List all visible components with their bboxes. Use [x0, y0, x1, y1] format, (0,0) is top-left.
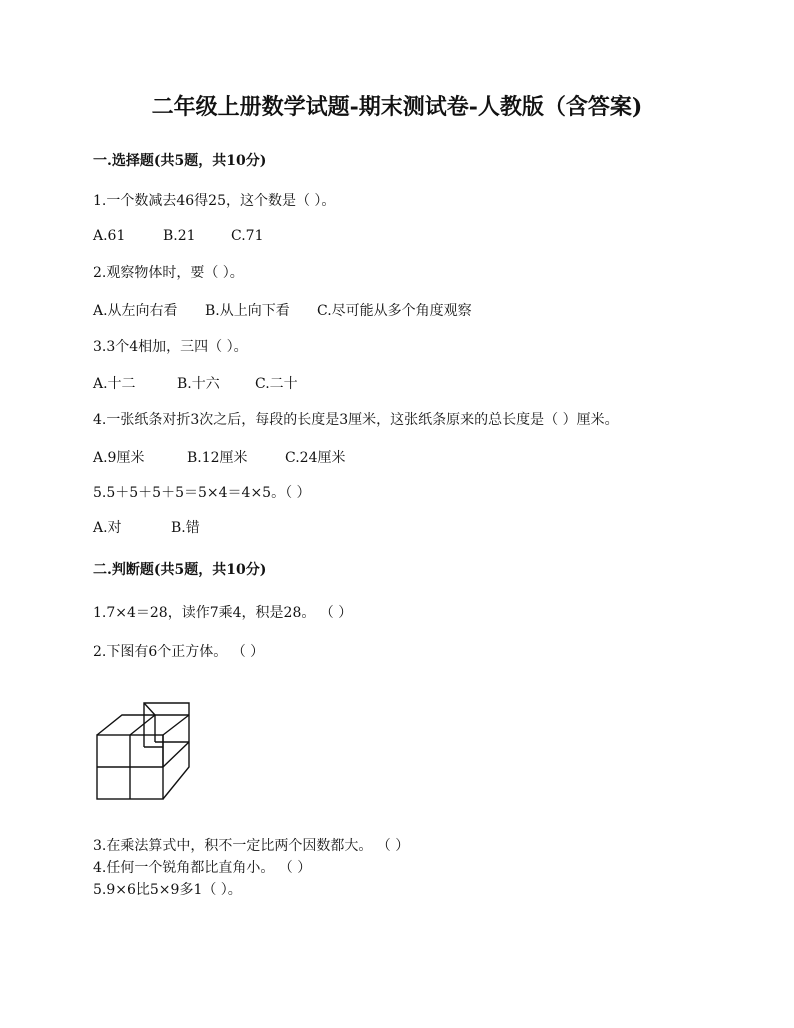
question-1: 1.一个数减去46得25，这个数是（ ）。 [93, 193, 336, 209]
question-3: 3.3个4相加，三四（ ）。 [93, 339, 248, 355]
cube-stack-figure [96, 702, 194, 806]
option-b: B.12厘米 [187, 450, 248, 466]
judgment-1: 1.7×4＝28，读作7乘4，积是28。 （ ） [93, 605, 353, 621]
question-4: 4.一张纸条对折3次之后，每段的长度是3厘米，这张纸条原来的总长度是（ ）厘米。 [93, 412, 619, 428]
option-b: B.从上向下看 [205, 303, 290, 319]
page-title: 二年级上册数学试题-期末测试卷-人教版（含答案) [151, 94, 643, 120]
section-heading-judgment: 二.判断题(共5题，共10分) [93, 562, 267, 578]
option-c: C.71 [231, 228, 264, 244]
option-a: A.61 [93, 228, 126, 244]
question-5: 5.5＋5＋5＋5＝5×4＝4×5。（ ） [93, 485, 311, 501]
cube-stack-drawing [96, 702, 194, 802]
section-heading-choice: 一.选择题(共5题，共10分) [93, 153, 267, 169]
option-b: B.21 [163, 228, 196, 244]
judgment-3: 3.在乘法算式中，积不一定比两个因数都大。 （ ） [93, 838, 410, 854]
option-a: A.从左向右看 [93, 303, 178, 319]
judgment-2: 2.下图有6个正方体。 （ ） [93, 644, 265, 660]
option-c: C.尽可能从多个角度观察 [317, 303, 472, 319]
option-a: A.对 [93, 520, 122, 536]
option-c: C.二十 [255, 376, 298, 392]
option-c: C.24厘米 [285, 450, 346, 466]
option-b: B.错 [171, 520, 200, 536]
judgment-4: 4.任何一个锐角都比直角小。 （ ） [93, 860, 312, 876]
option-b: B.十六 [177, 376, 220, 392]
option-a: A.9厘米 [93, 450, 145, 466]
question-2: 2.观察物体时，要（ ）。 [93, 265, 244, 281]
judgment-5: 5.9×6比5×9多1（ ）。 [93, 882, 242, 898]
option-a: A.十二 [93, 376, 136, 392]
